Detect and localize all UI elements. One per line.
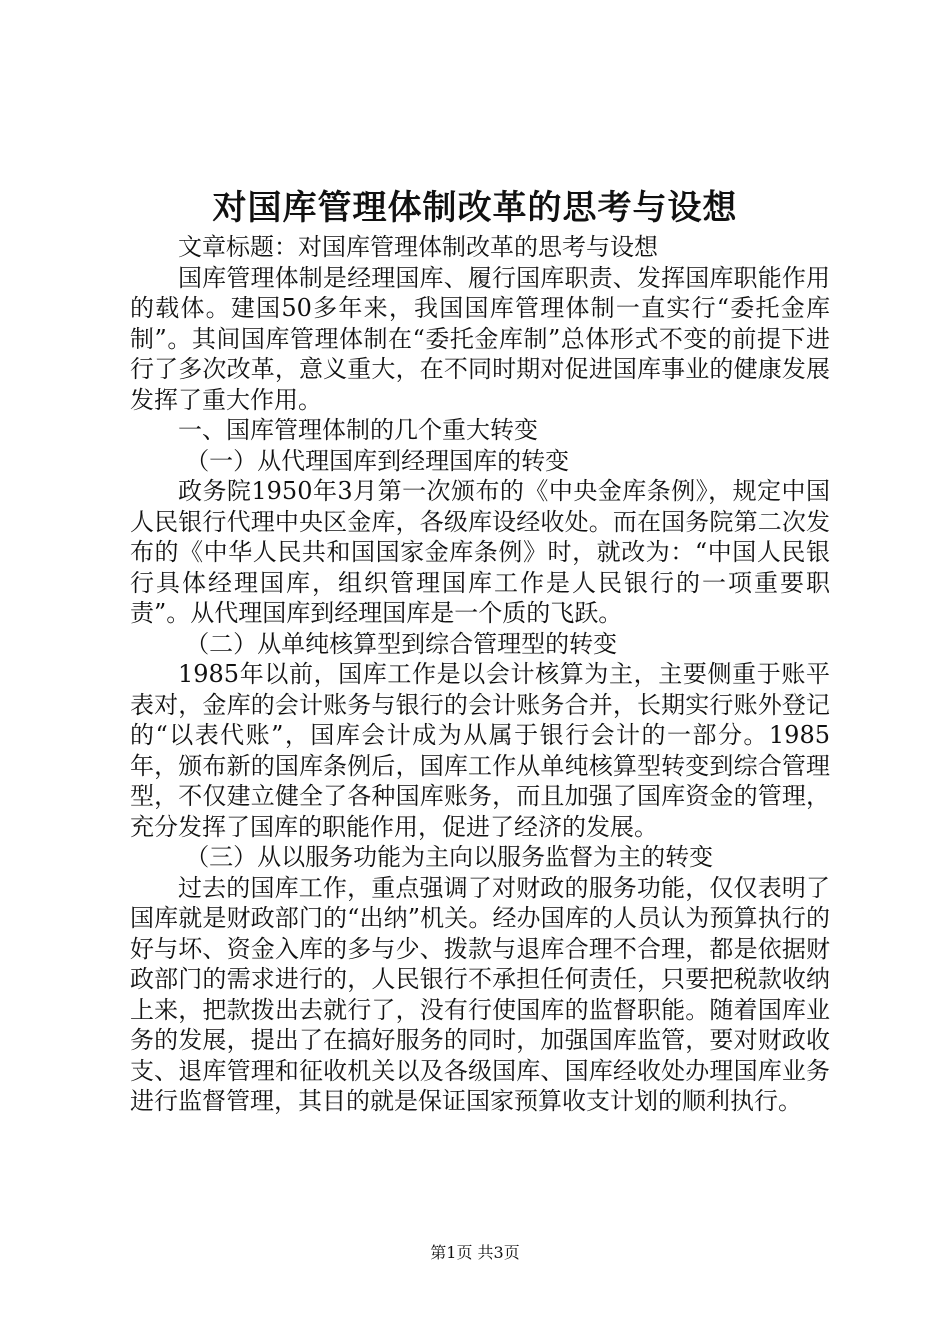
page-number-footer: 第1页 共3页 xyxy=(430,1243,520,1262)
body-paragraph-3: 过去的国库工作，重点强调了对财政的服务功能，仅仅表明了国库就是财政部门的“出纳”机关。经办国库的人员认为预算执行的好与坏、资金入库的多与少、拨款与退库合理不合理，都是依据财政部门的需求进行的，人民银行不承担任何责任，只要把税款收纳上来，把款拨出去就行了，没有行使国库的监督职能。随着国库业务的发展，提出了在搞好服务的同时，加强国库监管，要对财政收支、退库管理和征收机关以及各级国库、国库经收处办理国库业务进行监督管理，其目的就是保证国家预算收支计划的顺利执行。 xyxy=(130,873,830,1115)
subsection-heading-2: （二）从单纯核算型到综合管理型的转变 xyxy=(185,629,618,658)
document-title: 对国库管理体制改革的思考与设想 xyxy=(212,188,738,228)
intro-paragraph: 国库管理体制是经理国库、履行国库职责、发挥国库职能作用的载体。建国50多年来，我国国库管理体制一直实行“委托金库制”。其间国库管理体制在“委托金库制”总体形式不变的前提下进行了多次改革，意义重大，在不同时期对促进国库事业的健康发展发挥了重大作用。 xyxy=(130,263,830,414)
document-body xyxy=(130,232,830,1117)
article-title-line: 文章标题：对国库管理体制改革的思考与设想 xyxy=(178,233,658,261)
section-heading: 一、国库管理体制的几个重大转变 xyxy=(178,416,538,444)
body-paragraph-1: 政务院1950年3月第一次颁布的《中央金库条例》，规定中国人民银行代理中央区金库，各级库设经收处。而在国务院第二次发布的《中华人民共和国国家金库条例》时，就改为：“中国人民银行具体经理国库，组织管理国库工作是人民银行的一项重要职责”。从代理国库到经理国库是一个质的飞跃。 xyxy=(130,477,830,627)
body-paragraph-2: 1985年以前，国库工作是以会计核算为主，主要侧重于账平表对，金库的会计账务与银行的会计账务合并，长期实行账外登记的“以表代账”，国库会计成为从属于银行会计的一部分。1985年，颁布新的国库条例后，国库工作从单纯核算型转变到综合管理型，不仅建立健全了各种国库账务，而且加强了国库资金的管理，充分发挥了国库的职能作用，促进了经济的发展。 xyxy=(130,660,830,841)
subsection-heading-3: （三）从以服务功能为主向以服务监督为主的转变 xyxy=(185,843,714,871)
subsection-heading-1: （一）从代理国库到经理国库的转变 xyxy=(185,446,570,475)
